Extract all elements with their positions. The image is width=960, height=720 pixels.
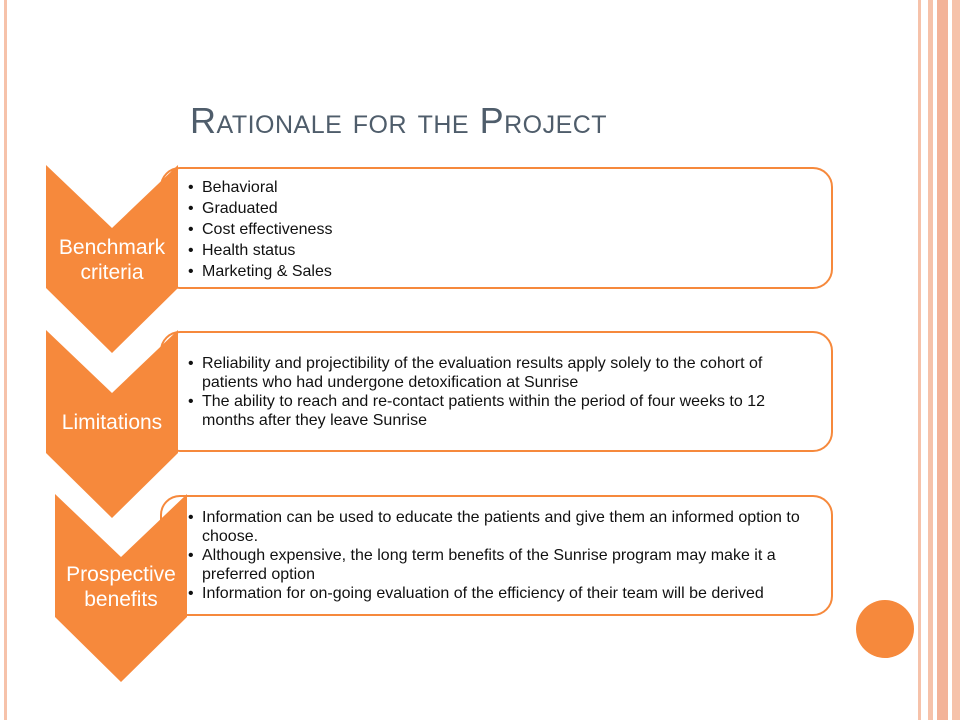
benchmark-criteria-list (188, 177, 821, 282)
list-item: • Information can be used to educate the patients and give them an informed option to choose. (188, 508, 821, 546)
right-stripe-2 (928, 0, 933, 720)
list-item: • Graduated (188, 198, 821, 219)
list-item: • Although expensive, the long term benefits of the Sunrise program may make it a preferred option (188, 546, 821, 584)
list-item: • Reliability and projectibility of the evaluation results apply solely to the cohort of patients who had undergone detoxification at Sunrise (188, 354, 821, 392)
limitations-list (188, 354, 821, 430)
prospective-benefits-list (188, 508, 821, 603)
limitations-box (160, 331, 833, 452)
right-stripe-4 (952, 0, 960, 720)
list-item: • Health status (188, 240, 821, 261)
benchmark-criteria-box (160, 167, 833, 289)
slide-title: Rationale for the Project (190, 100, 608, 141)
list-item: • Behavioral (188, 177, 821, 198)
left-border-line (4, 0, 7, 720)
limitations-label: Limitations (61, 411, 163, 434)
list-item: • Marketing & Sales (188, 261, 821, 282)
right-stripe-1 (918, 0, 921, 720)
list-item: • The ability to reach and re-contact patients within the period of four weeks to 12 months after they leave Sunrise (188, 392, 821, 430)
prospective-benefits-box (160, 495, 833, 616)
list-item: • Information for on-going evaluation of the efficiency of their team will be derived (188, 584, 821, 603)
prospective-benefits-label: Prospective benefits (66, 563, 176, 611)
decorative-circle (856, 600, 914, 658)
right-stripe-3 (937, 0, 948, 720)
benchmark-criteria-label: Benchmark criteria (58, 236, 166, 284)
list-item: • Cost effectiveness (188, 219, 821, 240)
